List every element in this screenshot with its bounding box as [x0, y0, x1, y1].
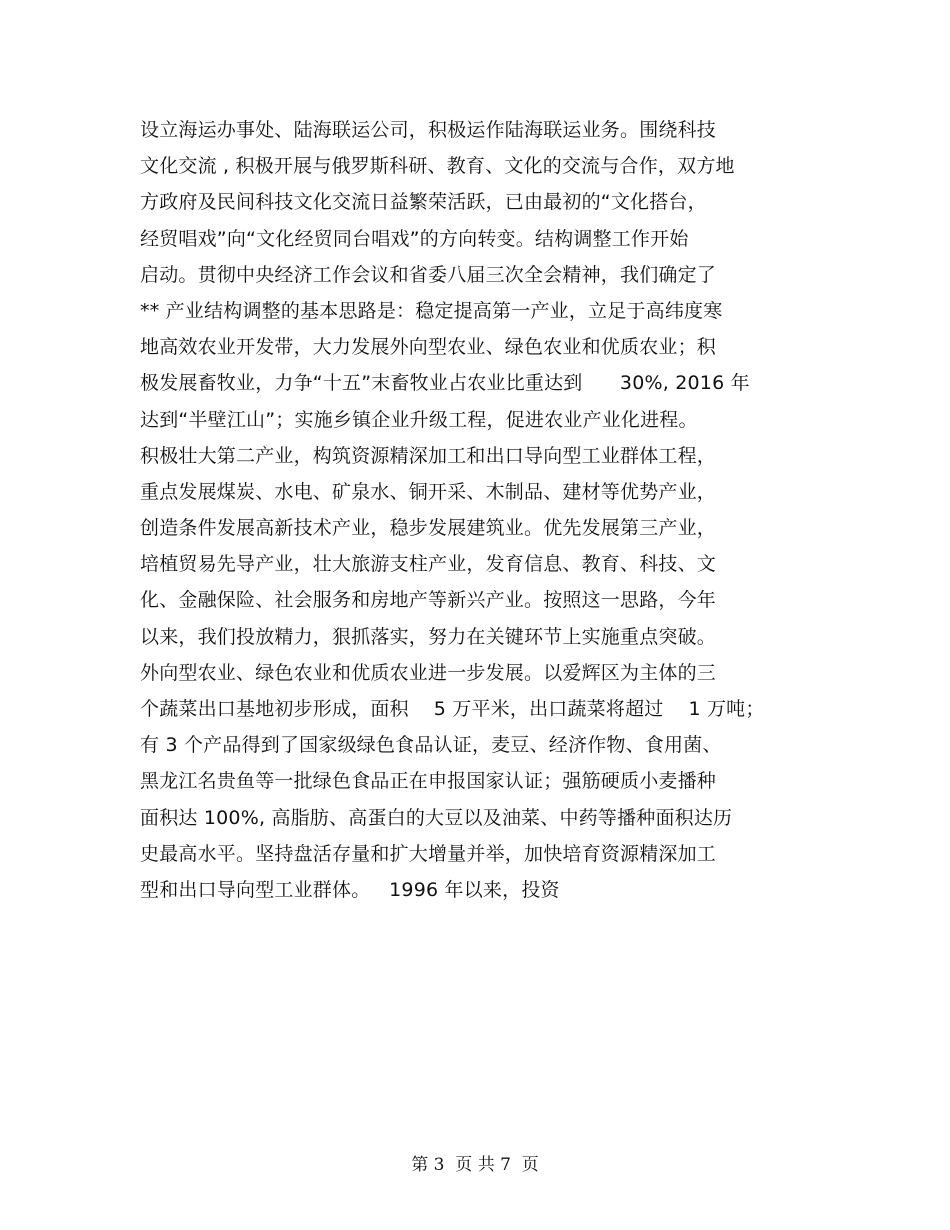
text-line: 外向型农业、绿色农业和优质农业进一步发展。以爱辉区为主体的三	[140, 661, 717, 684]
text-line: 文化交流 , 积极开展与俄罗斯科研、教育、文化的交流与合作，双方地	[140, 155, 735, 178]
text-line: 型和出口导向型工业群体。 1996 年以来，投资	[140, 878, 560, 901]
body-text	[140, 112, 820, 908]
text-line: 地高效农业开发带，大力发展外向型农业、绿色农业和优质农业；积	[140, 336, 717, 359]
text-line: 重点发展煤炭、水电、矿泉水、铜开采、木制品、建材等优势产业，	[140, 480, 717, 503]
text-line: ** 产业结构调整的基本思路是：稳定提高第一产业，立足于高纬度寒	[140, 299, 723, 322]
text-line: 史最高水平。坚持盘活存量和扩大增量并举，加快培育资源精深加工	[140, 842, 717, 865]
text-line: 化、金融保险、社会服务和房地产等新兴产业。按照这一思路，今年	[140, 589, 717, 612]
text-line: 个蔬菜出口基地初步形成，面积 5 万平米，出口蔬菜将超过 1 万吨；	[140, 698, 765, 720]
text-line: 培植贸易先导产业，壮大旅游支柱产业，发育信息、教育、科技、文	[140, 553, 717, 576]
page-number-footer: 第 3 页 共 7 页	[411, 1155, 539, 1175]
text-line: 设立海运办事处、陆海联运公司，积极运作陆海联运业务。围绕科技	[140, 119, 717, 141]
text-line: 以来，我们投放精力，狠抓落实，努力在关键环节上实施重点突破。	[140, 625, 717, 648]
text-line: 达到“半壁江山”；实施乡镇企业升级工程，促进农业产业化进程。	[140, 408, 698, 431]
text-line: 创造条件发展高新技术产业，稳步发展建筑业。优先发展第三产业，	[140, 517, 717, 540]
text-line: 有 3 个产品得到了国家级绿色食品认证，麦豆、经济作物、食用菌、	[140, 734, 722, 757]
text-line: 经贸唱戏”向“文化经贸同台唱戏”的方向转变。结构调整工作开始	[140, 227, 689, 250]
text-line: 积极壮大第二产业，构筑资源精深加工和出口导向型工业群体工程，	[140, 444, 717, 467]
text-line: 启动。贯彻中央经济工作会议和省委八届三次全会精神，我们确定了	[140, 263, 717, 286]
text-line: 极发展畜牧业，力争“十五”末畜牧业占农业比重达到 30%, 2016 年	[140, 372, 750, 395]
text-line: 方政府及民间科技文化交流日益繁荣活跃，已由最初的“文化搭台，	[140, 191, 707, 214]
text-line: 面积达 100%, 高脂肪、高蛋白的大豆以及油菜、中药等播种面积达历	[140, 806, 733, 829]
text-line: 黑龙江名贵鱼等一批绿色食品正在申报国家认证；强筋硬质小麦播种	[140, 770, 717, 793]
